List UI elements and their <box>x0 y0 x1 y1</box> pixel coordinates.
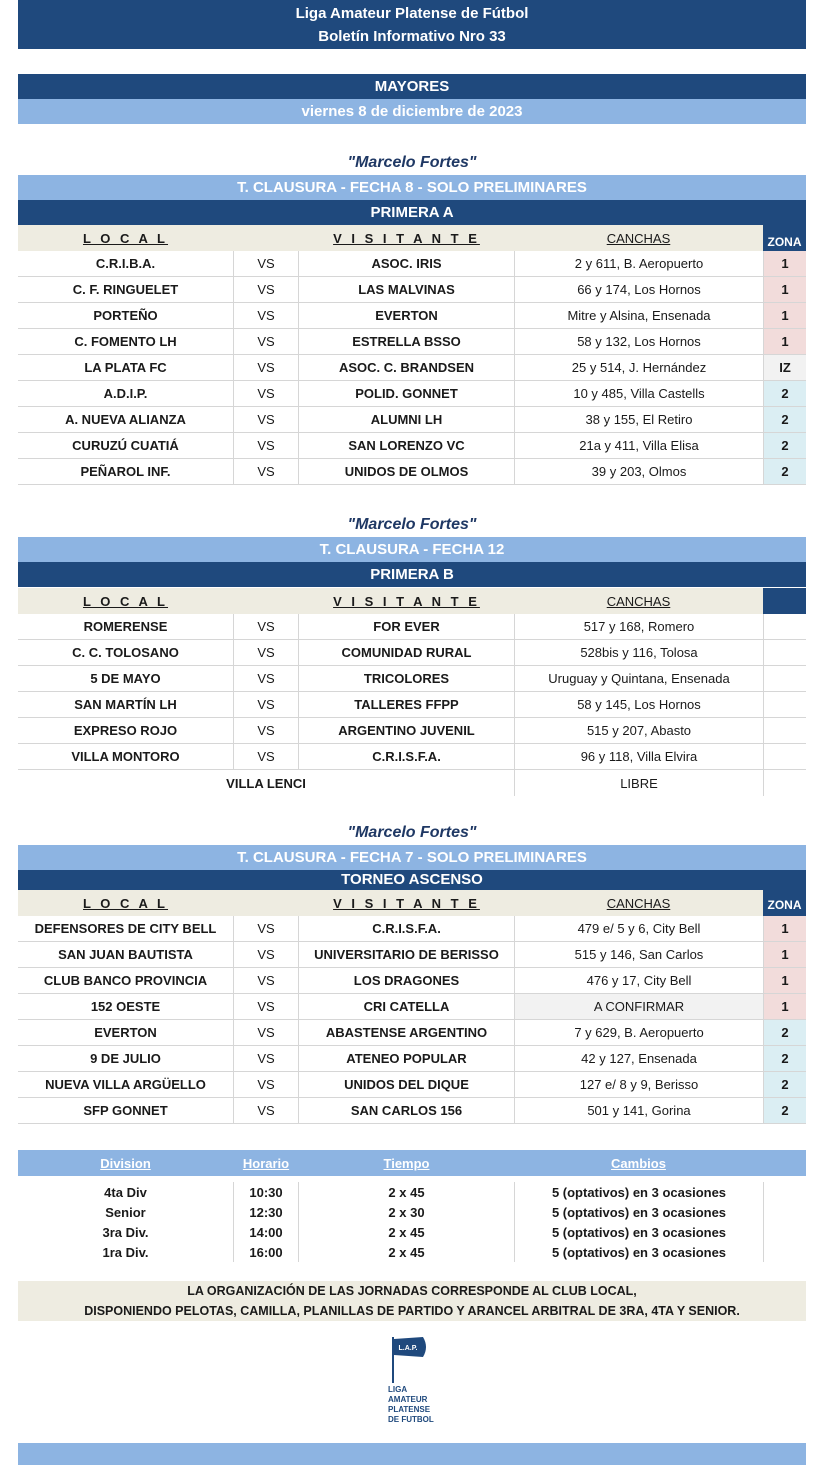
visiting-team: ATENEO POPULAR <box>346 1051 467 1066</box>
col-local: L O C A L <box>18 588 233 614</box>
vs-label: VS <box>233 251 299 276</box>
match-row <box>18 329 806 355</box>
zone: 1 <box>763 251 806 276</box>
section-2-rows <box>18 614 806 770</box>
local-team: 152 OESTE <box>90 999 161 1014</box>
sched-tiempo: 2 x 45 <box>388 1224 425 1240</box>
match-row <box>18 277 806 303</box>
venue: Uruguay y Quintana, Ensenada <box>514 666 763 691</box>
local-team: A. NUEVA ALIANZA <box>65 412 186 427</box>
note-line-1: LA ORGANIZACIÓN DE LAS JORNADAS CORRESPONDE AL CLUB LOCAL, <box>187 1284 637 1298</box>
match-row <box>18 1072 806 1098</box>
match-row <box>18 1020 806 1046</box>
sched-tiempo: 2 x 45 <box>388 1184 425 1200</box>
schedule-header <box>18 1150 806 1176</box>
sched-empty <box>763 1202 806 1222</box>
sched-empty <box>763 1222 806 1242</box>
section-3-ref: "Marcelo Fortes" <box>347 824 477 841</box>
zone <box>763 614 806 639</box>
sched-division: 1ra Div. <box>102 1244 149 1260</box>
zone: 2 <box>763 407 806 432</box>
match-row <box>18 355 806 381</box>
zone: 1 <box>763 329 806 354</box>
zone: 1 <box>763 968 806 993</box>
match-row <box>18 1046 806 1072</box>
visiting-team: ASOC. IRIS <box>371 256 442 271</box>
sched-cambios: 5 (optativos) en 3 ocasiones <box>514 1222 763 1242</box>
visiting-team: POLID. GONNET <box>355 386 458 401</box>
vs-label: VS <box>233 1098 299 1123</box>
vs-label: VS <box>233 277 299 302</box>
free-team: VILLA LENCI <box>226 775 306 791</box>
vs-label: VS <box>233 614 299 639</box>
visiting-team: FOR EVER <box>373 619 440 634</box>
local-team: SFP GONNET <box>83 1103 168 1118</box>
match-row <box>18 994 806 1020</box>
match-row <box>18 303 806 329</box>
local-team: A.D.I.P. <box>103 386 148 401</box>
vs-label: VS <box>233 916 299 941</box>
match-row <box>18 718 806 744</box>
match-row <box>18 433 806 459</box>
zone: 2 <box>763 1072 806 1097</box>
section-3-division: TORNEO ASCENSO <box>18 870 806 890</box>
zone <box>763 640 806 665</box>
sched-col-horario: Horario <box>242 1155 290 1171</box>
match-row <box>18 968 806 994</box>
visiting-team: UNIDOS DEL DIQUE <box>344 1077 469 1092</box>
schedule-row <box>18 1182 806 1202</box>
section-3-rows <box>18 916 806 1124</box>
vs-label: VS <box>233 381 299 406</box>
sched-division: 3ra Div. <box>102 1224 149 1240</box>
zone: 1 <box>763 994 806 1019</box>
venue: 127 e/ 8 y 9, Berisso <box>514 1072 763 1097</box>
section-3-tournament: T. CLAUSURA - FECHA 7 - SOLO PRELIMINARES <box>18 845 806 870</box>
zone: 2 <box>763 381 806 406</box>
col-visitante: V I S I T A N T E <box>299 588 514 614</box>
zone: 1 <box>763 303 806 328</box>
note-line-2: DISPONIENDO PELOTAS, CAMILLA, PLANILLAS DE PARTIDO Y ARANCEL ARBITRAL DE 3RA, 4TA Y SENIOR. <box>84 1304 740 1318</box>
sched-division: 4ta Div <box>104 1184 147 1200</box>
venue: Mitre y Alsina, Ensenada <box>514 303 763 328</box>
free-label: LIBRE <box>514 770 763 796</box>
vs-label: VS <box>233 942 299 967</box>
match-row <box>18 407 806 433</box>
zone: 2 <box>763 459 806 484</box>
venue: 58 y 145, Los Hornos <box>514 692 763 717</box>
match-row <box>18 381 806 407</box>
vs-label: VS <box>233 718 299 743</box>
sched-col-division: Division <box>100 1155 151 1171</box>
visiting-team: C.R.I.S.F.A. <box>372 921 441 936</box>
local-team: PORTEÑO <box>93 308 158 323</box>
venue: 7 y 629, B. Aeropuerto <box>514 1020 763 1045</box>
vs-label: VS <box>233 1020 299 1045</box>
match-row <box>18 744 806 770</box>
match-row <box>18 942 806 968</box>
logo-line: LIGA <box>388 1385 408 1394</box>
sched-horario: 12:30 <box>233 1202 299 1222</box>
section-2-tournament: T. CLAUSURA - FECHA 12 <box>18 537 806 562</box>
section-1-division: PRIMERA A <box>18 200 806 225</box>
visiting-team: TRICOLORES <box>363 671 450 686</box>
zone: 1 <box>763 277 806 302</box>
match-row <box>18 251 806 277</box>
zone <box>763 744 806 769</box>
local-team: LA PLATA FC <box>84 360 167 375</box>
free-zona <box>763 770 806 796</box>
section-1-tournament: T. CLAUSURA - FECHA 8 - SOLO PRELIMINARES <box>18 175 806 200</box>
venue: 515 y 146, San Carlos <box>514 942 763 967</box>
vs-label: VS <box>233 640 299 665</box>
venue: 66 y 174, Los Hornos <box>514 277 763 302</box>
col-local: L O C A L <box>18 890 233 916</box>
vs-label: VS <box>233 459 299 484</box>
vs-label: VS <box>233 433 299 458</box>
col-canchas: CANCHAS <box>514 225 763 251</box>
sched-cambios: 5 (optativos) en 3 ocasiones <box>514 1242 763 1262</box>
col-vs <box>233 225 299 251</box>
sched-horario: 10:30 <box>233 1182 299 1202</box>
local-team: PEÑAROL INF. <box>80 464 171 479</box>
vs-label: VS <box>233 1072 299 1097</box>
section-2-table <box>18 588 806 796</box>
local-team: SAN JUAN BAUTISTA <box>58 947 193 962</box>
logo-caption <box>388 1385 434 1425</box>
venue: A CONFIRMAR <box>514 994 763 1019</box>
local-team: DEFENSORES DE CITY BELL <box>34 921 217 936</box>
local-team: 5 DE MAYO <box>90 671 161 686</box>
sched-cambios: 5 (optativos) en 3 ocasiones <box>514 1202 763 1222</box>
local-team: C. FOMENTO LH <box>74 334 177 349</box>
col-zona-empty <box>763 588 806 614</box>
visiting-team: LAS MALVINAS <box>358 282 455 297</box>
table-header <box>18 890 806 916</box>
local-team: VILLA MONTORO <box>71 749 180 764</box>
sched-cambios: 5 (optativos) en 3 ocasiones <box>514 1182 763 1202</box>
vs-label: VS <box>233 968 299 993</box>
visiting-team: TALLERES FFPP <box>354 697 459 712</box>
zone <box>763 718 806 743</box>
col-canchas: CANCHAS <box>514 588 763 614</box>
section-1-rows <box>18 251 806 485</box>
visiting-team: COMUNIDAD RURAL <box>341 645 472 660</box>
schedule-row <box>18 1242 806 1262</box>
local-team: 9 DE JULIO <box>90 1051 161 1066</box>
zone: 2 <box>763 1046 806 1071</box>
zone: 2 <box>763 1098 806 1123</box>
venue: 25 y 514, J. Hernández <box>514 355 763 380</box>
visiting-team: UNIVERSITARIO DE BERISSO <box>314 947 499 962</box>
section-2-ref: "Marcelo Fortes" <box>347 516 477 533</box>
visiting-team: SAN LORENZO VC <box>348 438 465 453</box>
venue: 38 y 155, El Retiro <box>514 407 763 432</box>
logo-line: PLATENSE <box>388 1405 431 1414</box>
organization-note <box>18 1281 806 1321</box>
local-team: C. F. RINGUELET <box>72 282 179 297</box>
col-local: L O C A L <box>18 225 233 251</box>
sched-col-tiempo: Tiempo <box>383 1155 430 1171</box>
match-row <box>18 666 806 692</box>
sched-empty <box>763 1182 806 1202</box>
visiting-team: ABASTENSE ARGENTINO <box>325 1025 488 1040</box>
sched-horario: 16:00 <box>233 1242 299 1262</box>
visiting-team: SAN CARLOS 156 <box>350 1103 463 1118</box>
vs-label: VS <box>233 666 299 691</box>
vs-label: VS <box>233 329 299 354</box>
zone: 1 <box>763 942 806 967</box>
bulletin-header <box>18 0 806 49</box>
section-2-division: PRIMERA B <box>18 562 806 587</box>
local-team: ROMERENSE <box>83 619 168 634</box>
venue: 501 y 141, Gorina <box>514 1098 763 1123</box>
logo-line: AMATEUR <box>388 1395 428 1404</box>
col-vs <box>233 890 299 916</box>
vs-label: VS <box>233 407 299 432</box>
zone: 2 <box>763 1020 806 1045</box>
venue: 2 y 611, B. Aeropuerto <box>514 251 763 276</box>
sched-col-empty <box>763 1150 806 1176</box>
col-zona: ZONA <box>763 890 806 916</box>
visiting-team: CRI CATELLA <box>363 999 450 1014</box>
vs-label: VS <box>233 994 299 1019</box>
sched-col-cambios: Cambios <box>611 1155 666 1171</box>
zone: 2 <box>763 433 806 458</box>
league-name: Liga Amateur Platense de Fútbol <box>295 5 529 22</box>
visiting-team: C.R.I.S.F.A. <box>372 749 441 764</box>
visiting-team: ALUMNI LH <box>370 412 443 427</box>
section-3-table <box>18 890 806 1124</box>
venue: 528bis y 116, Tolosa <box>514 640 763 665</box>
local-team: EXPRESO ROJO <box>73 723 178 738</box>
vs-label: VS <box>233 303 299 328</box>
sched-tiempo: 2 x 45 <box>388 1244 425 1260</box>
col-zona: ZONA <box>763 225 806 251</box>
vs-label: VS <box>233 692 299 717</box>
col-visitante: V I S I T A N T E <box>299 890 514 916</box>
local-team: C.R.I.B.A. <box>95 256 156 271</box>
local-team: C. C. TOLOSANO <box>72 645 179 660</box>
visiting-team: EVERTON <box>375 308 438 323</box>
logo-flag-text: L.A.P. <box>398 1345 418 1352</box>
zone: IZ <box>763 355 806 380</box>
vs-label: VS <box>233 355 299 380</box>
col-vs <box>233 588 299 614</box>
schedule-rows <box>18 1182 806 1262</box>
local-team: EVERTON <box>94 1025 157 1040</box>
free-team-row <box>18 770 806 796</box>
local-team: CLUB BANCO PROVINCIA <box>43 973 208 988</box>
visiting-team: UNIDOS DE OLMOS <box>344 464 469 479</box>
schedule-table <box>18 1150 806 1262</box>
match-row <box>18 1098 806 1124</box>
zone <box>763 692 806 717</box>
venue: 476 y 17, City Bell <box>514 968 763 993</box>
table-header <box>18 588 806 614</box>
section-1-table <box>18 225 806 485</box>
visiting-team: LOS DRAGONES <box>353 973 460 988</box>
venue: 479 e/ 5 y 6, City Bell <box>514 916 763 941</box>
venue: 517 y 168, Romero <box>514 614 763 639</box>
match-row <box>18 614 806 640</box>
schedule-row <box>18 1202 806 1222</box>
sched-division: Senior <box>105 1204 146 1220</box>
sched-horario: 14:00 <box>233 1222 299 1242</box>
footer-bar <box>18 1443 806 1465</box>
venue: 10 y 485, Villa Castells <box>514 381 763 406</box>
visiting-team: ASOC. C. BRANDSEN <box>338 360 475 375</box>
match-row <box>18 459 806 485</box>
match-date: viernes 8 de diciembre de 2023 <box>18 99 806 124</box>
vs-label: VS <box>233 1046 299 1071</box>
local-team: SAN MARTÍN LH <box>74 697 177 712</box>
vs-label: VS <box>233 744 299 769</box>
zone: 1 <box>763 916 806 941</box>
match-row <box>18 692 806 718</box>
venue: 515 y 207, Abasto <box>514 718 763 743</box>
match-row <box>18 640 806 666</box>
bulletin-number: Boletín Informativo Nro 33 <box>318 28 506 45</box>
sched-empty <box>763 1242 806 1262</box>
visiting-team: ARGENTINO JUVENIL <box>338 723 475 738</box>
local-team: NUEVA VILLA ARGÜELLO <box>45 1077 206 1092</box>
visiting-team: ESTRELLA BSSO <box>352 334 461 349</box>
venue: 96 y 118, Villa Elvira <box>514 744 763 769</box>
local-team: CURUZÚ CUATIÁ <box>72 438 179 453</box>
table-header <box>18 225 806 251</box>
venue: 42 y 127, Ensenada <box>514 1046 763 1071</box>
section-1-ref: "Marcelo Fortes" <box>347 154 477 171</box>
col-canchas: CANCHAS <box>514 890 763 916</box>
match-row <box>18 916 806 942</box>
sched-tiempo: 2 x 30 <box>388 1204 425 1220</box>
venue: 58 y 132, Los Hornos <box>514 329 763 354</box>
schedule-row <box>18 1222 806 1242</box>
col-visitante: V I S I T A N T E <box>299 225 514 251</box>
category-title: MAYORES <box>18 74 806 99</box>
venue: 21a y 411, Villa Elisa <box>514 433 763 458</box>
logo-line: DE FUTBOL <box>388 1415 434 1424</box>
venue: 39 y 203, Olmos <box>514 459 763 484</box>
zone <box>763 666 806 691</box>
